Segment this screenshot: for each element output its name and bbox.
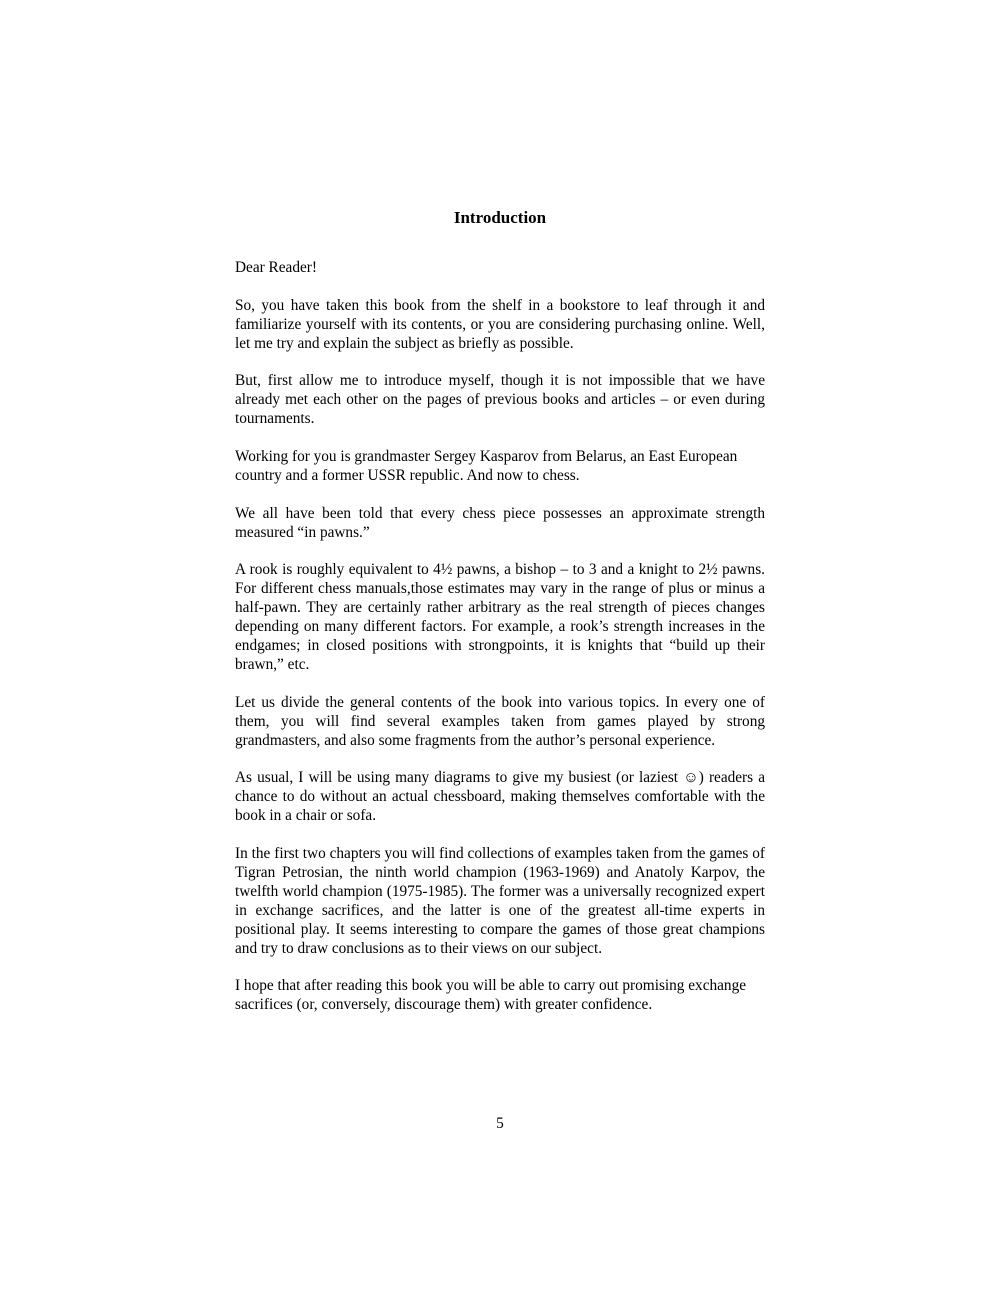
paragraph-closing: I hope that after reading this book you will be able to carry out promising exchange sacrifices (or, conversely, discourage them) with greater confidence. xyxy=(235,977,747,1014)
body-text xyxy=(235,259,765,1034)
paragraph-chapters: In the first two chapters you will find collections of examples taken from the games of Tigran Petrosian, the ninth world champion (1963-1969) and Anatoly Karpov, the twelfth world champion (1975-1985). The former was a universally recognized expert in exchange sacrifices, and the latter is one of the greatest all-time experts in positional play. It seems interesting to compare the games of those great champions and try to draw conclusions as to their views on our subject. xyxy=(235,844,765,957)
page-title: Introduction xyxy=(453,208,547,227)
page-number: 5 xyxy=(496,1115,504,1132)
paragraph-intro: So, you have taken this book from the shelf in a bookstore to leaf through it and familiarize yourself with its contents, or you are considering purchasing online. Well, let me try and explain the subject as briefly as possible. xyxy=(235,296,765,352)
paragraph-author: Working for you is grandmaster Sergey Kasparov from Belarus, an East European country and a former USSR republic. And now to chess. xyxy=(235,448,738,484)
paragraph-topics: Let us divide the general contents of the book into various topics. In every one of them, you will find several examples taken from games played by strong grandmasters, and also some fragments from the author’s personal experience. xyxy=(235,693,765,749)
paragraph-piece-strength: We all have been told that every chess piece possesses an approximate strength measured “in pawns.” xyxy=(235,504,765,541)
paragraph-diagrams: As usual, I will be using many diagrams to give my busiest (or laziest ☺) readers a chance to do without an actual chessboard, making themselves comfortable with the book in a chair or sofa. xyxy=(235,769,765,825)
paragraph-introduce-myself: But, first allow me to introduce myself, though it is not impossible that we have already met each other on the pages of previous books and articles – or even during tournaments. xyxy=(235,372,765,428)
salutation: Dear Reader! xyxy=(235,259,317,276)
paragraph-rook-value: A rook is roughly equivalent to 4½ pawns, a bishop – to 3 and a knight to 2½ pawns. For different chess manuals,those estimates may vary in the range of plus or minus a half-pawn. They are certainly rather arbitrary as the real strength of pieces changes depending on many different factors. For example, a rook’s strength increases in the endgames; in closed positions with strongpoints, it is knights that “build up their brawn,” etc. xyxy=(235,561,765,673)
